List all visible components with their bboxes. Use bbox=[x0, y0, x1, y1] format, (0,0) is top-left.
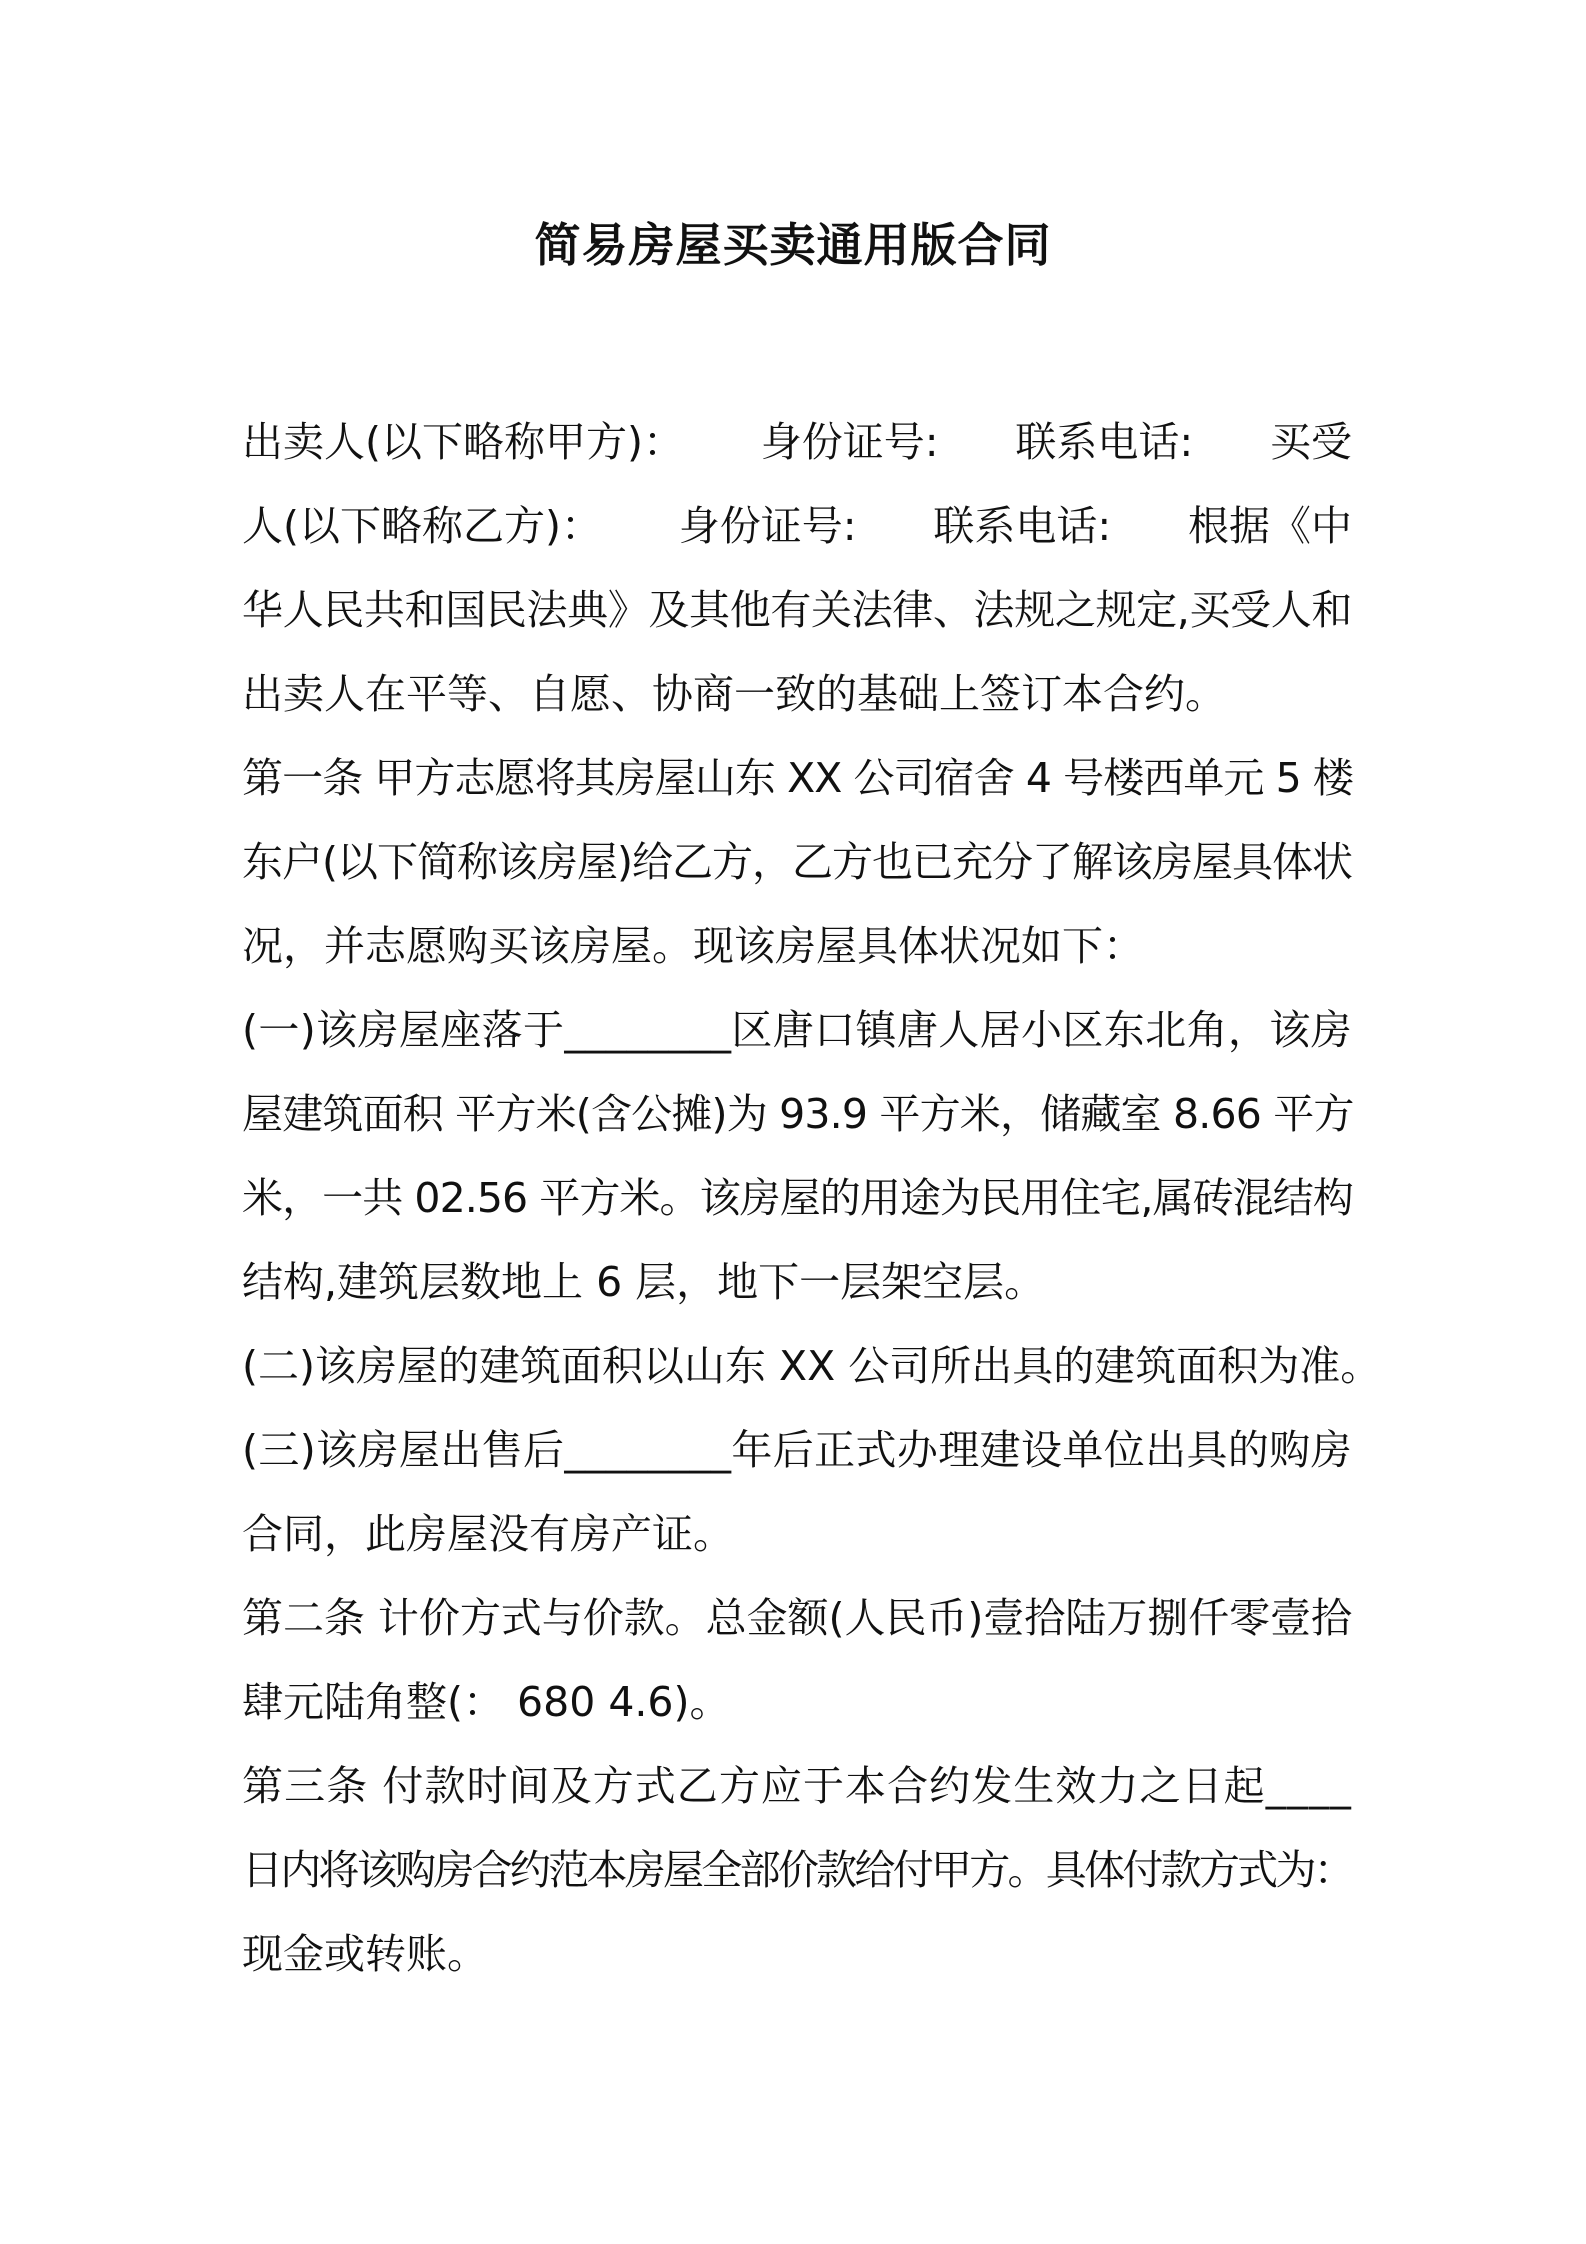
text-segment: 第一条 甲方志愿将其房屋山东 XX 公司宿舍 4 号楼西单元 5 楼 bbox=[242, 754, 1353, 802]
text-segment: 第二条 计价方式与价款。总金额(人民币)壹拾陆万捌仟零壹拾 bbox=[242, 1594, 1353, 1642]
text-line bbox=[242, 1156, 1352, 1240]
text-segment: (二)该房屋的建筑面积以山东 XX 公司所出具的建筑面积为准。 bbox=[242, 1342, 1382, 1390]
text-line bbox=[242, 1576, 1352, 1660]
text-segment: 联系电话: bbox=[1015, 418, 1194, 466]
text-segment: 第三条 付款时间及方式乙方应于本合约发生效力之日起____ bbox=[242, 1762, 1352, 1810]
text-line bbox=[242, 1324, 1382, 1408]
text-segment: 日内将该购房合约范本房屋全部价款给付甲方。具体付款方式为： bbox=[242, 1846, 1352, 1894]
text-segment: 东户(以下简称该房屋)给乙方，乙方也已充分了解该房屋具体状 bbox=[242, 838, 1352, 886]
text-line bbox=[242, 1492, 1352, 1576]
text-segment: 现金或转账。 bbox=[242, 1930, 488, 1978]
text-line bbox=[242, 1240, 1352, 1324]
text-segment: 出卖人在平等、自愿、协商一致的基础上签订本合约。 bbox=[242, 670, 1226, 718]
text-line bbox=[242, 1912, 1352, 1996]
text-line bbox=[242, 1408, 1352, 1492]
text-segment: 联系电话: bbox=[933, 502, 1112, 550]
text-segment: 华人民共和国民法典》及其他有关法律、法规之规定,买受人和 bbox=[242, 586, 1352, 634]
text-segment: 肆元陆角整(： 680 4.6)。 bbox=[242, 1678, 731, 1726]
text-line bbox=[242, 988, 1352, 1072]
text-line bbox=[242, 1744, 1352, 1828]
text-segment: 买受 bbox=[1270, 418, 1352, 466]
text-segment: 身份证号: bbox=[678, 502, 857, 550]
text-line bbox=[242, 400, 1352, 484]
text-line bbox=[242, 568, 1352, 652]
text-segment: 屋建筑面积 平方米(含公摊)为 93.9 平方米，储藏室 8.66 平方 bbox=[242, 1090, 1354, 1138]
text-segment: 结构,建筑层数地上 6 层，地下一层架空层。 bbox=[242, 1258, 1046, 1306]
text-line bbox=[242, 1828, 1352, 1912]
text-line bbox=[242, 652, 1352, 736]
text-line bbox=[242, 820, 1352, 904]
text-line bbox=[242, 1660, 1352, 1744]
text-segment: (一)该房屋座落于________区唐口镇唐人居小区东北角，该房 bbox=[242, 1006, 1352, 1054]
text-segment: (三)该房屋出售后________年后正式办理建设单位出具的购房 bbox=[242, 1426, 1352, 1474]
text-segment: 根据《中 bbox=[1188, 502, 1352, 550]
document-title: 简易房屋买卖通用版合同 bbox=[534, 218, 1052, 272]
text-segment: 米，一共 02.56 平方米。该房屋的用途为民用住宅,属砖混结构 bbox=[242, 1174, 1353, 1222]
text-segment: 出卖人(以下略称甲方)： bbox=[242, 418, 684, 466]
text-line bbox=[242, 736, 1352, 820]
text-line bbox=[242, 484, 1352, 568]
text-segment: 身份证号: bbox=[760, 418, 939, 466]
text-segment: 况，并志愿购买该房屋。现该房屋具体状况如下： bbox=[242, 922, 1144, 970]
text-line bbox=[242, 1072, 1352, 1156]
contract-body bbox=[242, 400, 1382, 1996]
text-segment: 合同，此房屋没有房产证。 bbox=[242, 1510, 734, 1558]
text-segment: 人(以下略称乙方)： bbox=[242, 502, 602, 550]
text-line bbox=[242, 904, 1352, 988]
